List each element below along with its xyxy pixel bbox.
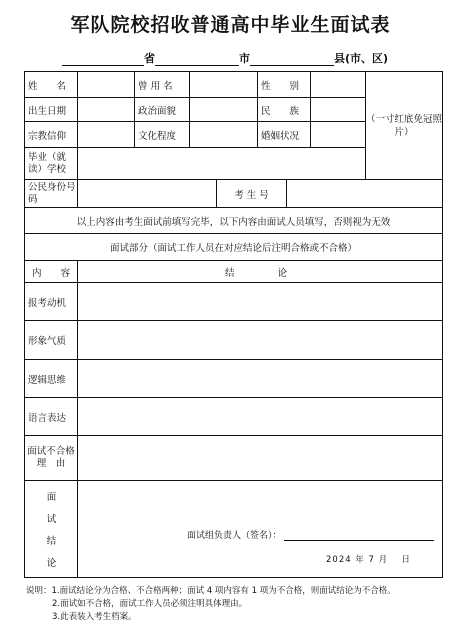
city-label: 市 [239, 52, 250, 65]
fail-reason-label: 面试不合格理 由 [25, 436, 78, 481]
province-blank[interactable] [62, 53, 144, 66]
birth-date-label: 出生日期 [25, 98, 78, 122]
signature-label: 面试组负责人（签名）： [187, 531, 282, 541]
county-blank[interactable] [250, 53, 334, 66]
name-value[interactable] [78, 72, 135, 98]
item-conclusion[interactable] [78, 321, 442, 360]
name-label: 姓 名 [25, 72, 78, 98]
education-value[interactable] [190, 122, 258, 148]
political-status-label: 政治面貌 [135, 98, 190, 122]
page-title: 军队院校招收普通高中毕业生面试表 [70, 14, 391, 36]
political-status-value[interactable] [190, 98, 258, 122]
final-char: 结 [46, 536, 57, 547]
content-column-header: 内 容 [25, 261, 78, 283]
marital-status-label: 婚姻状况 [258, 122, 311, 148]
item-label: 形象气质 [25, 321, 78, 360]
signature-date: 2024 年 7 月 日 [326, 555, 411, 565]
religion-value[interactable] [78, 122, 135, 148]
conclusion-column-header: 结 论 [78, 261, 442, 283]
id-number-value[interactable] [78, 180, 217, 208]
note-line: 3.此表装入考生档案。 [52, 612, 137, 622]
id-number-label: 公民身份号 码 [25, 180, 78, 208]
final-char: 面 [46, 492, 57, 503]
former-name-label: 曾 用 名 [135, 72, 190, 98]
province-label: 省 [144, 52, 155, 65]
religion-label: 宗教信仰 [25, 122, 78, 148]
notes-section [26, 585, 446, 624]
photo-box[interactable]: （一寸红底免冠照片） [366, 72, 442, 180]
item-label: 逻辑思维 [25, 360, 78, 398]
item-conclusion[interactable] [78, 283, 442, 321]
education-label: 文化程度 [135, 122, 190, 148]
exam-number-label: 考 生 号 [217, 180, 287, 208]
signature-line[interactable] [284, 540, 434, 541]
final-char: 论 [46, 558, 57, 569]
county-label: 县(市、区) [334, 52, 389, 65]
ethnicity-value[interactable] [311, 98, 366, 122]
item-label: 语言表达 [25, 398, 78, 436]
interview-form-table [24, 71, 443, 578]
note-line: 说明：1.面试结论分为合格、不合格两种；面试 4 项内容有 1 项为不合格，则面试结论为不合格。 [26, 586, 396, 596]
final-char: 试 [46, 514, 57, 525]
marital-status-value[interactable] [311, 122, 366, 148]
fail-reason-value[interactable] [78, 436, 442, 481]
former-name-value[interactable] [190, 72, 258, 98]
notice-row: 以上内容由考生面试前填写完毕，以下内容由面试人员填写，否则视为无效 [25, 208, 442, 234]
item-conclusion[interactable] [78, 398, 442, 436]
note-line: 2.面试如不合格，面试工作人员必须注明具体理由。 [52, 599, 248, 609]
school-value[interactable] [78, 148, 366, 180]
gender-label: 性 别 [258, 72, 311, 98]
item-conclusion[interactable] [78, 360, 442, 398]
final-conclusion-label [25, 481, 78, 577]
signature-field[interactable] [187, 528, 434, 541]
city-blank[interactable] [155, 53, 239, 66]
exam-number-value[interactable] [287, 180, 442, 208]
region-line [62, 50, 402, 66]
section-header: 面试部分（面试工作人员在对应结论后注明合格或不合格） [25, 234, 442, 261]
birth-date-value[interactable] [78, 98, 135, 122]
ethnicity-label: 民 族 [258, 98, 311, 122]
school-label: 毕业（就读）学校 [25, 148, 78, 180]
item-label: 报考动机 [25, 283, 78, 321]
gender-value[interactable] [311, 72, 366, 98]
